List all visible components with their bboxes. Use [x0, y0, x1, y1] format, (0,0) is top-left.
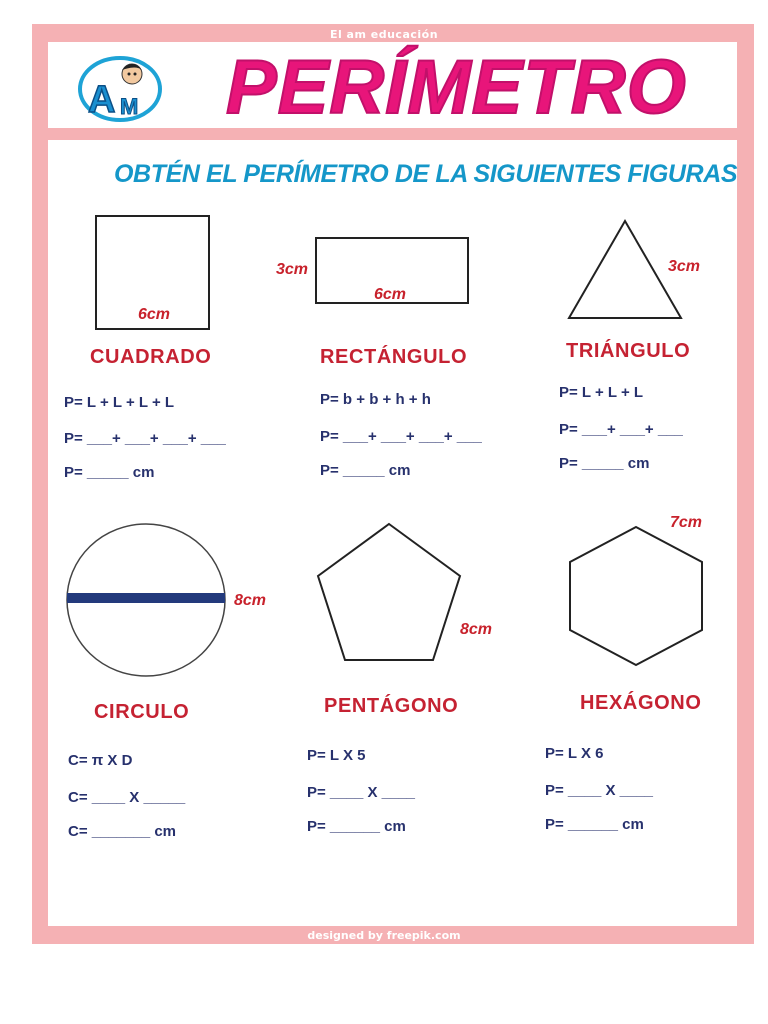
square-side-measure: 6cm: [138, 306, 171, 323]
rectangle-height-measure: 3cm: [276, 261, 309, 278]
hexagon-formula-2: P= ____ X ____: [545, 782, 654, 799]
triangle-formula-3: P= _____ cm: [559, 455, 650, 472]
triangle-formula-2: P= ___+ ___+ ___: [559, 421, 683, 438]
logo-letter-m: M: [120, 94, 139, 119]
pentagon-side-measure: 8cm: [460, 621, 493, 638]
circle-formula-2: C= ____ X _____: [68, 789, 186, 806]
hexagon-name: HEXÁGONO: [580, 692, 702, 714]
circle-name: CIRCULO: [94, 701, 190, 723]
triangle-side-measure: 3cm: [668, 258, 701, 275]
footer-credit: designed by freepik.com: [307, 929, 461, 942]
rectangle-formula-3: P= _____ cm: [320, 462, 411, 479]
pentagon-name: PENTÁGONO: [324, 695, 459, 717]
hexagon-shape: [566, 524, 706, 668]
pentagon-formula-2: P= ____ X ____: [307, 784, 416, 801]
top-watermark: El am educación: [329, 28, 439, 41]
am-logo-icon: [76, 54, 164, 122]
worksheet-subtitle: OBTÉN EL PERÍMETRO DE LA SIGUIENTES FIGURAS: [114, 160, 738, 188]
square-formula-1: P= L + L + L + L: [64, 394, 175, 411]
square-formula-2: P= ___+ ___+ ___+ ___: [64, 430, 226, 447]
circle-shape: [64, 522, 228, 682]
triangle-formula-1: P= L + L + L: [559, 384, 644, 401]
rectangle-formula-2: P= ___+ ___+ ___+ ___: [320, 428, 482, 445]
logo-letter-a: A: [88, 79, 116, 121]
rectangle-name: RECTÁNGULO: [320, 346, 468, 368]
pentagon-formula-1: P= L X 5: [307, 747, 366, 764]
hexagon-formula-1: P= L X 6: [545, 745, 604, 762]
hexagon-side-measure: 7cm: [670, 514, 703, 531]
rectangle-formula-1: P= b + b + h + h: [320, 391, 431, 408]
hexagon-formula-3: P= ______ cm: [545, 816, 644, 833]
rectangle-base-measure: 6cm: [374, 286, 407, 303]
triangle-name: TRIÁNGULO: [566, 340, 691, 362]
circle-formula-3: C= _______ cm: [68, 823, 177, 840]
square-formula-3: P= _____ cm: [64, 464, 155, 481]
circle-formula-1: C= π X D: [68, 752, 133, 769]
page-title: PERÍMETRO: [226, 45, 687, 130]
triangle-shape: [566, 218, 684, 322]
pentagon-shape: [314, 521, 464, 663]
circle-diameter-measure: 8cm: [234, 592, 267, 609]
square-name: CUADRADO: [90, 346, 212, 368]
pentagon-formula-3: P= ______ cm: [307, 818, 406, 835]
